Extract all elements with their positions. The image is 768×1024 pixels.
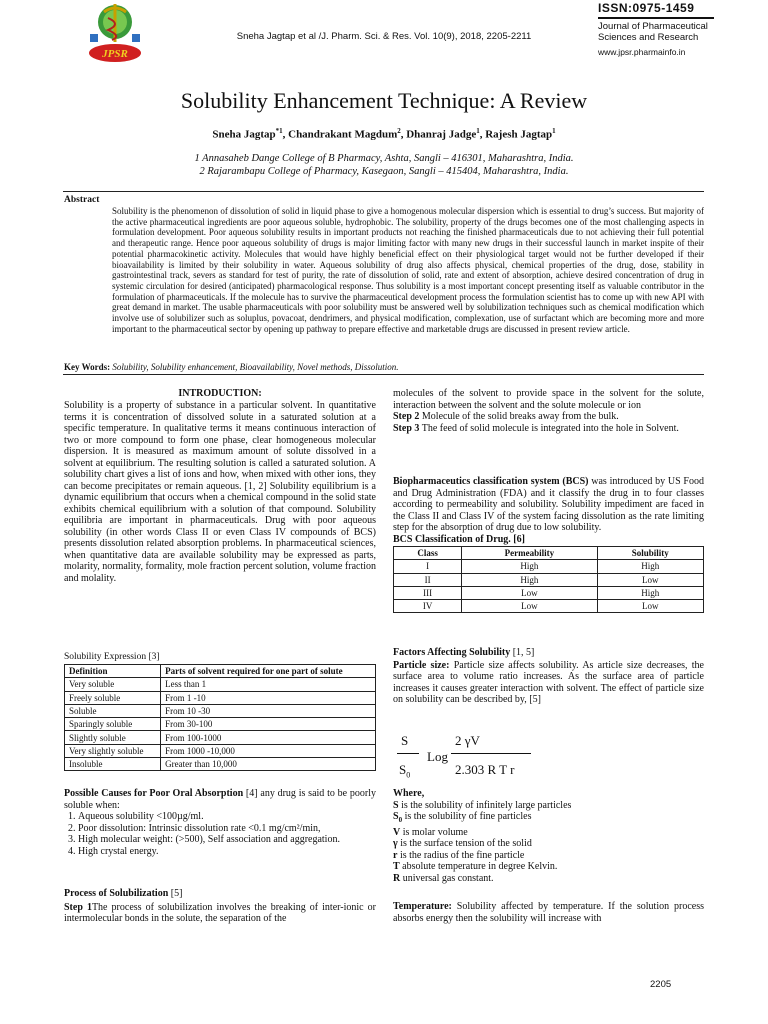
variable-definition: is the solubility of fine particles — [402, 811, 532, 822]
section-heading-poor-absorption: Possible Causes for Poor Oral Absorption — [64, 788, 244, 799]
keywords — [64, 362, 399, 372]
table-cell: IV — [394, 600, 462, 613]
where-item — [393, 800, 704, 812]
keywords-label: Key Words: — [64, 362, 111, 372]
table-cell: From 100-1000 — [161, 731, 376, 744]
author-list — [0, 127, 768, 141]
table-caption: Solubility Expression [3] — [64, 652, 160, 662]
formula-denominator: 2.303 R T r — [455, 762, 515, 777]
table-row — [65, 678, 376, 691]
factors-ref: [1, 5] — [510, 647, 535, 658]
table-row — [394, 586, 704, 599]
author-name: , Rajesh Jagtap — [479, 128, 553, 141]
divider — [63, 191, 704, 192]
table-cell: From 1000 -10,000 — [161, 744, 376, 757]
formula-s0: S — [399, 762, 407, 777]
formula-log: Log — [427, 749, 448, 764]
journal-name-line1: Journal of Pharmaceutical — [598, 21, 708, 32]
journal-url[interactable]: www.jpsr.pharmainfo.in — [598, 47, 686, 57]
poor-absorption-ref: [4] any drug is said to be poorly soluble when: — [64, 788, 376, 811]
variable-definition: is molar volume — [400, 826, 468, 838]
particle-size-label: Particle size: — [393, 659, 450, 671]
author-affil-mark: 2 — [397, 127, 401, 135]
table-row — [65, 731, 376, 744]
solubilization-section — [64, 888, 376, 925]
variable-definition: is the radius of the fine particle — [397, 849, 525, 861]
table-cell: From 30-100 — [161, 718, 376, 731]
step1-label: Step 1 — [64, 901, 92, 913]
poor-absorption-section — [64, 788, 376, 857]
poor-absorption-list — [64, 811, 376, 857]
poor-absorption-intro — [64, 788, 376, 811]
factors-section — [393, 647, 704, 706]
bcs-table — [393, 546, 704, 613]
table-row — [65, 718, 376, 731]
table-cell: From 1 -10 — [161, 691, 376, 704]
page-number: 2205 — [650, 979, 672, 990]
right-column-top — [393, 388, 704, 434]
abstract-text: Solubility is the phenomenon of dissolution of solid in liquid phase to give a homogenous molecular dispersion which is essential to drug’s success. But majority of the active pharmaceutical ingredients are poor aqueous soluble, hydrophobic. The solubility, property of the drugs becomes one of the most challenging aspects in formulation development. Poor aqueous solubility results in important products not reaching the finished pharmaceuticals due to not achieving their full potential and therapeutic range. Hence poor aqueous solubility of drugs is major limiting factor with many new drugs in their successful launch in market inspite of their potential pharmacokinetic activity. Molecules that would have highly beneficial effect on their physiological target would not be further developed if their bioavailability is limited by their solubility in water. Aqueous solubility of drug also affects physical, chemical properties of the drug, dose, stability in gastrointestinal track, severs as standard for test of purity, the rate of dissolution of solid, rate and extent of absorption, achieve desired concentration of drug in systemic circulation for desired (anticipated) pharmacological response. Thus solubility is a most important concept presenting itself as valuable contributor in the formulation of pharmaceuticals. If the molecule has to survive the pharmaceutical development process the formulation scientist has to come up with new API with great demand in market. The usable pharmaceuticals with poor solubility must be answered well by solubilization techniques such as chemical modification which involve use of solubilizer such as soluplus, povacoat, dendrimers, and physical modification, complexation, use of surfactant which are becoming more and more important to the pharmaceutical sector by opening up pathway to prepare effective and marketable drugs are discussed in present review article. — [112, 206, 704, 334]
table-cell: Slightly soluble — [65, 731, 161, 744]
table-cell: III — [394, 586, 462, 599]
paper-title: Solubility Enhancement Technique: A Review — [180, 88, 588, 113]
journal-name-line2: Sciences and Research — [598, 32, 699, 43]
author-affil-mark: 1 — [552, 127, 556, 135]
table-row — [65, 758, 376, 771]
list-item: 4. High crystal energy. — [78, 846, 376, 858]
table-header-cell: Parts of solvent required for one part of solute — [161, 665, 376, 678]
introduction-text: Solubility is a property of substance in a particular solvent. In quantitative terms it is concentration of dissolved solute in a saturated solution at a specific temperature. In qualitative terms it means continuous interaction of two or more compound to form one phase, clear homogeneous molecular dispersion. It is measured as maximum amount of solute dissolved in a solvent at equilibrium. The resulting solution is called a saturated solution. A solubility chart gives a list of ions and how, when mixed with other ions, they can become precipitates or remain aqueous. [1, 2] Solubility equilibrium is a dynamic equilibrium that occurs when a chemical compound in the solid state exhibits chemical equilibrium with a solution of that compound. Solubility equilibria are important in pharmaceuticals. Drug with poor aqueous solubility (in other words Class II or even Class IV compounds of BCS) presents dissolution related absorption problems. In pharmaceutical sciences, when quantitative data are available solubility may be expressed as parts, molarity, normality, formality, mole fraction percent solution, volume fraction and molality. — [64, 400, 376, 584]
table-header-cell: Definition — [65, 665, 161, 678]
list-item: 1. Aqueous solubility <100µg/ml. — [78, 811, 376, 823]
table-header-cell: Solubility — [597, 547, 703, 560]
table-cell: High — [597, 560, 703, 573]
bcs-section — [393, 476, 704, 613]
where-item — [393, 811, 704, 827]
table-cell: High — [462, 573, 597, 586]
step2-text: Molecule of the solid breaks away from the bulk. — [419, 411, 619, 422]
table-header-cell: Permeability — [462, 547, 597, 560]
table-cell: Very slightly soluble — [65, 744, 161, 757]
author-name: Sneha Jagtap — [212, 128, 276, 141]
bcs-term: Biopharmaceutics classification system (BCS) — [393, 476, 589, 487]
step1-text: The process of solubilization involves the breaking of inter-ionic or intermolecular bonds in the solute, the separation of the — [64, 901, 376, 924]
citation-line: Sneha Jagtap et al /J. Pharm. Sci. & Res. Vol. 10(9), 2018, 2205-2211 — [236, 31, 532, 42]
where-heading: Where, — [393, 788, 425, 799]
table-cell: Less than 1 — [161, 678, 376, 691]
step2-label: Step 2 — [393, 411, 420, 422]
affiliation-2: 2 Rajarambapu College of Pharmacy, Kasegaon, Sangli – 415404, Maharashtra, India. — [199, 166, 569, 177]
where-item — [393, 873, 704, 885]
particle-size-text: Particle size affects solubility. As article size decreases, the surface area to volume ratio increases. As the surface area of particle increases it causes greater interaction with solvent. The effect of particle size on solubility can be described by, [5] — [393, 659, 704, 705]
formula-s: S — [401, 733, 409, 748]
bcs-text: was introduced by US Food and Drug Administration (FDA) and it classify the drug in to four classes according to permeability and solubility. Solubility impediment are faced in the Class II and Class IV of the system facing dissolution as the rate limiting step for the absorption of drug due to low solubility. — [393, 476, 704, 533]
variable-symbol: R — [393, 872, 401, 884]
table-cell: Freely soluble — [65, 691, 161, 704]
where-section — [393, 788, 704, 884]
table-cell: II — [394, 573, 462, 586]
affiliation-1: 1 Annasaheb Dange College of B Pharmacy, Ashta, Sangli – 416301, Maharashtra, India. — [194, 153, 574, 164]
solubility-expression-block — [64, 652, 376, 771]
table-header-row — [394, 547, 704, 560]
where-item — [393, 850, 704, 862]
table-header-cell: Class — [394, 547, 462, 560]
table-cell: Low — [597, 600, 703, 613]
table-row — [65, 704, 376, 717]
journal-info — [598, 1, 718, 57]
formula-numerator: 2 γV — [455, 733, 480, 748]
table-row — [65, 691, 376, 704]
issn: ISSN:0975-1459 — [598, 1, 695, 15]
section-heading-solubilization: Process of Solubilization — [64, 888, 169, 899]
variable-subscript: 0 — [398, 816, 403, 824]
temperature-label: Temperature: — [393, 901, 452, 912]
where-item — [393, 861, 704, 873]
variable-symbol: V — [393, 826, 401, 838]
formula-fraction-bar — [397, 753, 419, 754]
table-cell: Low — [597, 573, 703, 586]
variable-definition: universal gas constant. — [400, 872, 494, 884]
table-row — [65, 744, 376, 757]
variable-definition: is the surface tension of the solid — [397, 838, 532, 849]
table-cell: High — [597, 586, 703, 599]
variable-symbol: S — [393, 811, 399, 822]
table-cell: Sparingly soluble — [65, 718, 161, 731]
solubility-expression-table — [64, 664, 376, 771]
table-cell: From 10 -30 — [161, 704, 376, 717]
table-row — [394, 560, 704, 573]
formula-s0-subscript: 0 — [406, 770, 411, 780]
temperature-text: Solubility affected by temperature. If the solution process absorbs energy then the solubility will increase with — [393, 901, 704, 924]
variable-symbol: S — [393, 799, 399, 811]
variable-definition: absolute temperature in degree Kelvin. — [399, 861, 558, 872]
keywords-text: Solubility, Solubility enhancement, Bioavailability, Novel methods, Dissolution. — [112, 362, 399, 372]
author-name: , Dhanraj Jadge — [400, 128, 477, 141]
temperature-section — [393, 901, 704, 924]
author-affil-mark: 1 — [476, 127, 480, 135]
table-row — [394, 573, 704, 586]
step3-text: The feed of solid molecule is integrated into the hole in Solvent. — [419, 422, 679, 434]
step1-continued-text: molecules of the solvent to provide space in the solvent for the solute, interaction between the solvent and the solute molecule or ion — [393, 388, 704, 411]
formula-fraction-bar — [451, 753, 531, 754]
list-item: 2. Poor dissolution: Intrinsic dissolution rate <0.1 mg/cm²/min, — [78, 823, 376, 835]
variable-definition: is the solubility of infinitely large particles — [398, 799, 572, 811]
table-row — [394, 600, 704, 613]
table-cell: I — [394, 560, 462, 573]
author-affil-mark: *1 — [275, 127, 283, 135]
table-header-row — [65, 665, 376, 678]
logo-text: JPSR — [102, 48, 128, 60]
bcs-table-title: BCS Classification of Drug. [6] — [393, 533, 525, 545]
step3-label: Step 3 — [393, 422, 420, 434]
section-heading-introduction: INTRODUCTION: — [178, 388, 262, 399]
table-cell: Very soluble — [65, 678, 161, 691]
table-cell: Greater than 10,000 — [161, 758, 376, 771]
list-item: 3. High molecular weight: (>500), Self association and aggregation. — [78, 834, 376, 846]
author-name: , Chandrakant Magdum — [282, 128, 398, 141]
table-cell: Low — [462, 600, 597, 613]
table-cell: Soluble — [65, 704, 161, 717]
table-cell: High — [462, 560, 597, 573]
variable-symbol: T — [393, 861, 400, 872]
variable-symbol: r — [393, 849, 398, 861]
table-cell: Low — [462, 586, 597, 599]
variable-symbol: γ — [393, 838, 398, 849]
where-item — [393, 827, 704, 839]
solubility-formula — [393, 730, 533, 782]
table-cell: Insoluble — [65, 758, 161, 771]
where-item — [393, 838, 704, 850]
issn-divider — [598, 17, 714, 19]
divider — [63, 374, 704, 375]
section-heading-factors: Factors Affecting Solubility — [393, 647, 511, 658]
abstract-label: Abstract — [64, 195, 100, 205]
solubilization-ref: [5] — [168, 888, 183, 899]
left-column — [64, 388, 376, 584]
